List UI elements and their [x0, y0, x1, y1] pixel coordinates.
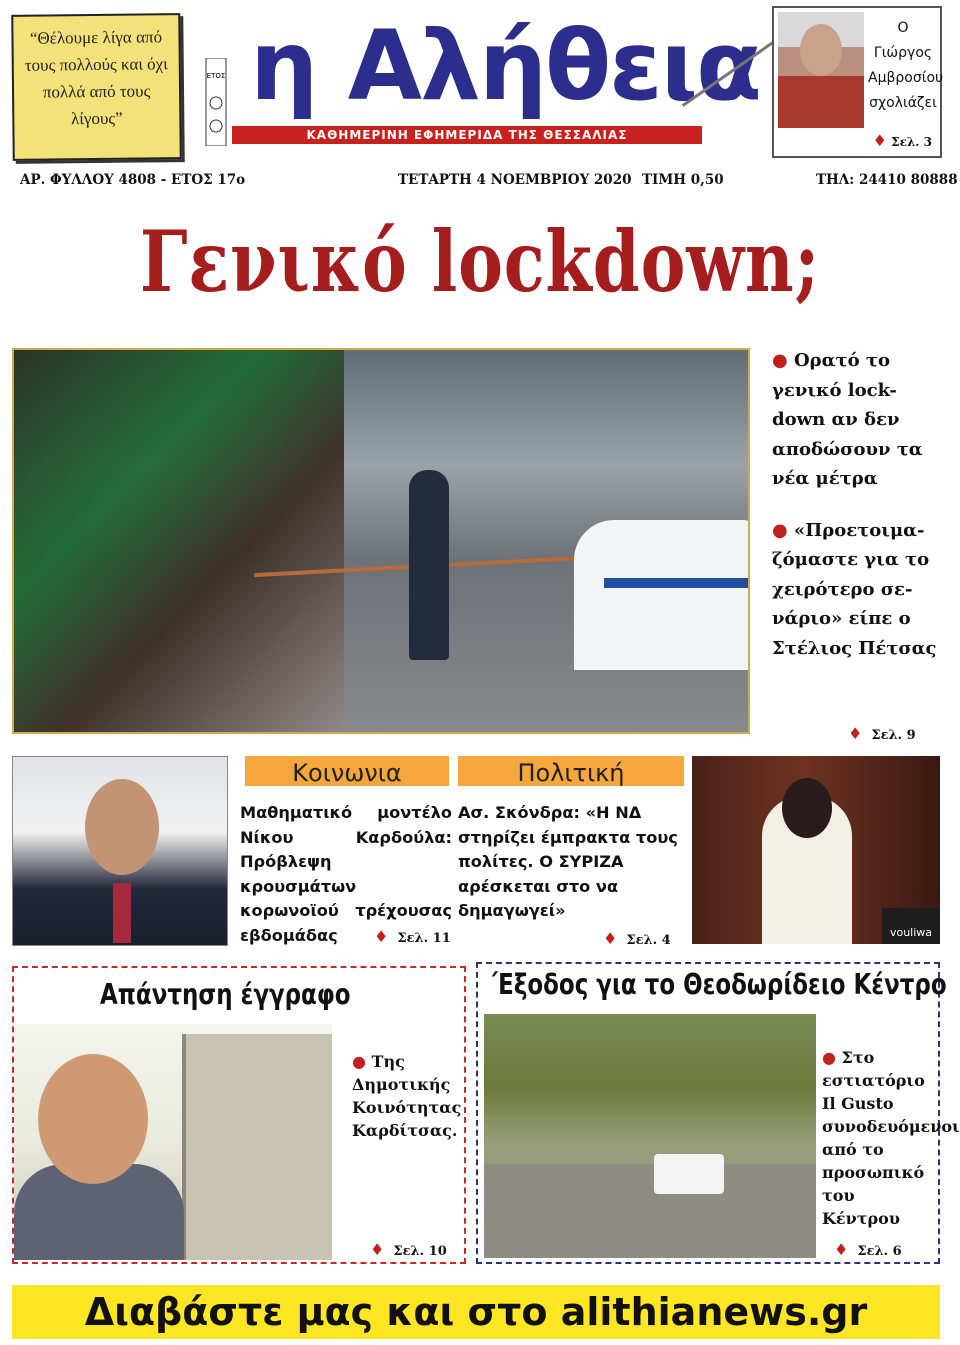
bullet-dot-icon: ●: [772, 350, 788, 371]
bullet-dot-icon: ●: [772, 519, 788, 541]
logo-side-text: ΕΤΟΣ: [206, 72, 226, 80]
main-headline[interactable]: Γενικό lockdown;: [139, 212, 821, 311]
issue-number: ΑΡ. ΦΥΛΛΟΥ 4808 - ΕΤΟΣ 17ο: [20, 172, 246, 188]
logo-title: η Αλήθεια: [250, 10, 760, 122]
website-banner[interactable]: Διαβάστε μας και στο alithianews.gr: [12, 1285, 940, 1339]
skondra-photo: [692, 756, 940, 944]
bullet-dot-icon: ●: [352, 1052, 366, 1071]
lead-bullet[interactable]: ● Ορατό το γενικό lock-down αν δεν αποδώσουν τα νέα μέτρα: [772, 350, 923, 489]
document-reply-photo: [14, 1024, 332, 1260]
story-society-page: ♦ Σελ. 11: [374, 927, 451, 946]
columnist-photo: [778, 12, 864, 128]
story-politics-page: ♦ Σελ. 4: [603, 929, 671, 948]
story-society-text[interactable]: Μαθηματικό μοντέλο Νίκου Καρδούλα: Πρόβλεψη κρουσμάτων κορωνοϊού τρέχουσας εβδομάδας: [240, 803, 452, 945]
kardoulas-photo: [12, 756, 228, 946]
columnist-page-ref: [873, 131, 932, 150]
theodorideio-title[interactable]: ΄Εξοδος για το Θεοδωρίδειο Κέντρο: [488, 968, 947, 1001]
police-officer: [409, 470, 449, 660]
vouli-watermark: vouliwa: [882, 908, 940, 944]
issue-price: ΤΙΜΗ 0,50: [642, 172, 724, 188]
diamond-icon: ♦: [848, 724, 863, 743]
diamond-icon: ♦: [370, 1240, 385, 1259]
lead-photo[interactable]: [12, 348, 750, 734]
theodorideio-text: ● Στο εστιατόριο Il Gusto συνοδευόμενοι από το προσωπικό του Κέντρου: [822, 1048, 960, 1228]
issue-date: ΤΕΤΑΡΤΗ 4 ΝΟΕΜΒΡΙΟΥ 2020: [398, 172, 632, 188]
diamond-icon: ♦: [872, 131, 887, 150]
diamond-icon: ♦: [374, 927, 389, 946]
columnist-teaser-text: Ο Γιώργος Αμβροσίου σχολιάζει: [868, 20, 944, 111]
issue-phone: ΤΗΛ: 24410 80888: [816, 172, 958, 188]
story-politics-text[interactable]: Ασ. Σκόνδρα: «Η ΝΔ στηρίζει έμπρακτα τους πολίτες. Ο ΣΥΡΙΖΑ αρέσκεται στο να δημαγωγεί»: [458, 803, 678, 920]
police-car: [574, 520, 750, 670]
theodorideio-page: ♦ Σελ. 6: [834, 1240, 902, 1259]
columnist-teaser[interactable]: [772, 6, 942, 158]
lead-bullet[interactable]: ● «Προετοιμα-ζόμαστε για το χειρότερο σε-νάριο» είπε ο Στέλιος Πέτσας: [772, 519, 937, 659]
theodorideio-photo: [484, 1014, 816, 1258]
newspaper-logo[interactable]: [200, 10, 760, 146]
masked-people-photo: [14, 350, 344, 732]
masthead-quote-box: [11, 13, 182, 161]
document-reply-title[interactable]: Απάντηση έγγραφο: [100, 978, 351, 1011]
logo-side-emblem: [204, 58, 228, 146]
logo-subtitle: ΚΑΘΗΜΕΡΙΝΗ ΕΦΗΜΕΡΙΔΑ ΤΗΣ ΘΕΣΣΑΛΙΑΣ: [232, 126, 702, 144]
document-reply-page: ♦ Σελ. 10: [370, 1240, 447, 1259]
columnist-page-label: Σελ. 3: [891, 135, 932, 149]
diamond-icon: ♦: [834, 1240, 849, 1259]
diamond-icon: ♦: [603, 929, 618, 948]
lead-page-label: Σελ. 9: [871, 728, 916, 743]
bullet-dot-icon: ●: [822, 1048, 836, 1067]
masthead-quote: “Θέλουμε λίγα από τους πολλούς και όχι πολλά από τους λίγους”: [24, 27, 168, 129]
category-society[interactable]: Κοινωνια: [245, 756, 449, 786]
document-reply-text: ● Της Δημοτικής Κοινότητας Καρδίτσας.: [352, 1052, 462, 1140]
lead-bullets: [772, 346, 942, 685]
lead-page-ref: [848, 724, 916, 743]
category-politics[interactable]: Πολιτική: [458, 756, 684, 786]
issue-info-bar: [20, 172, 958, 192]
